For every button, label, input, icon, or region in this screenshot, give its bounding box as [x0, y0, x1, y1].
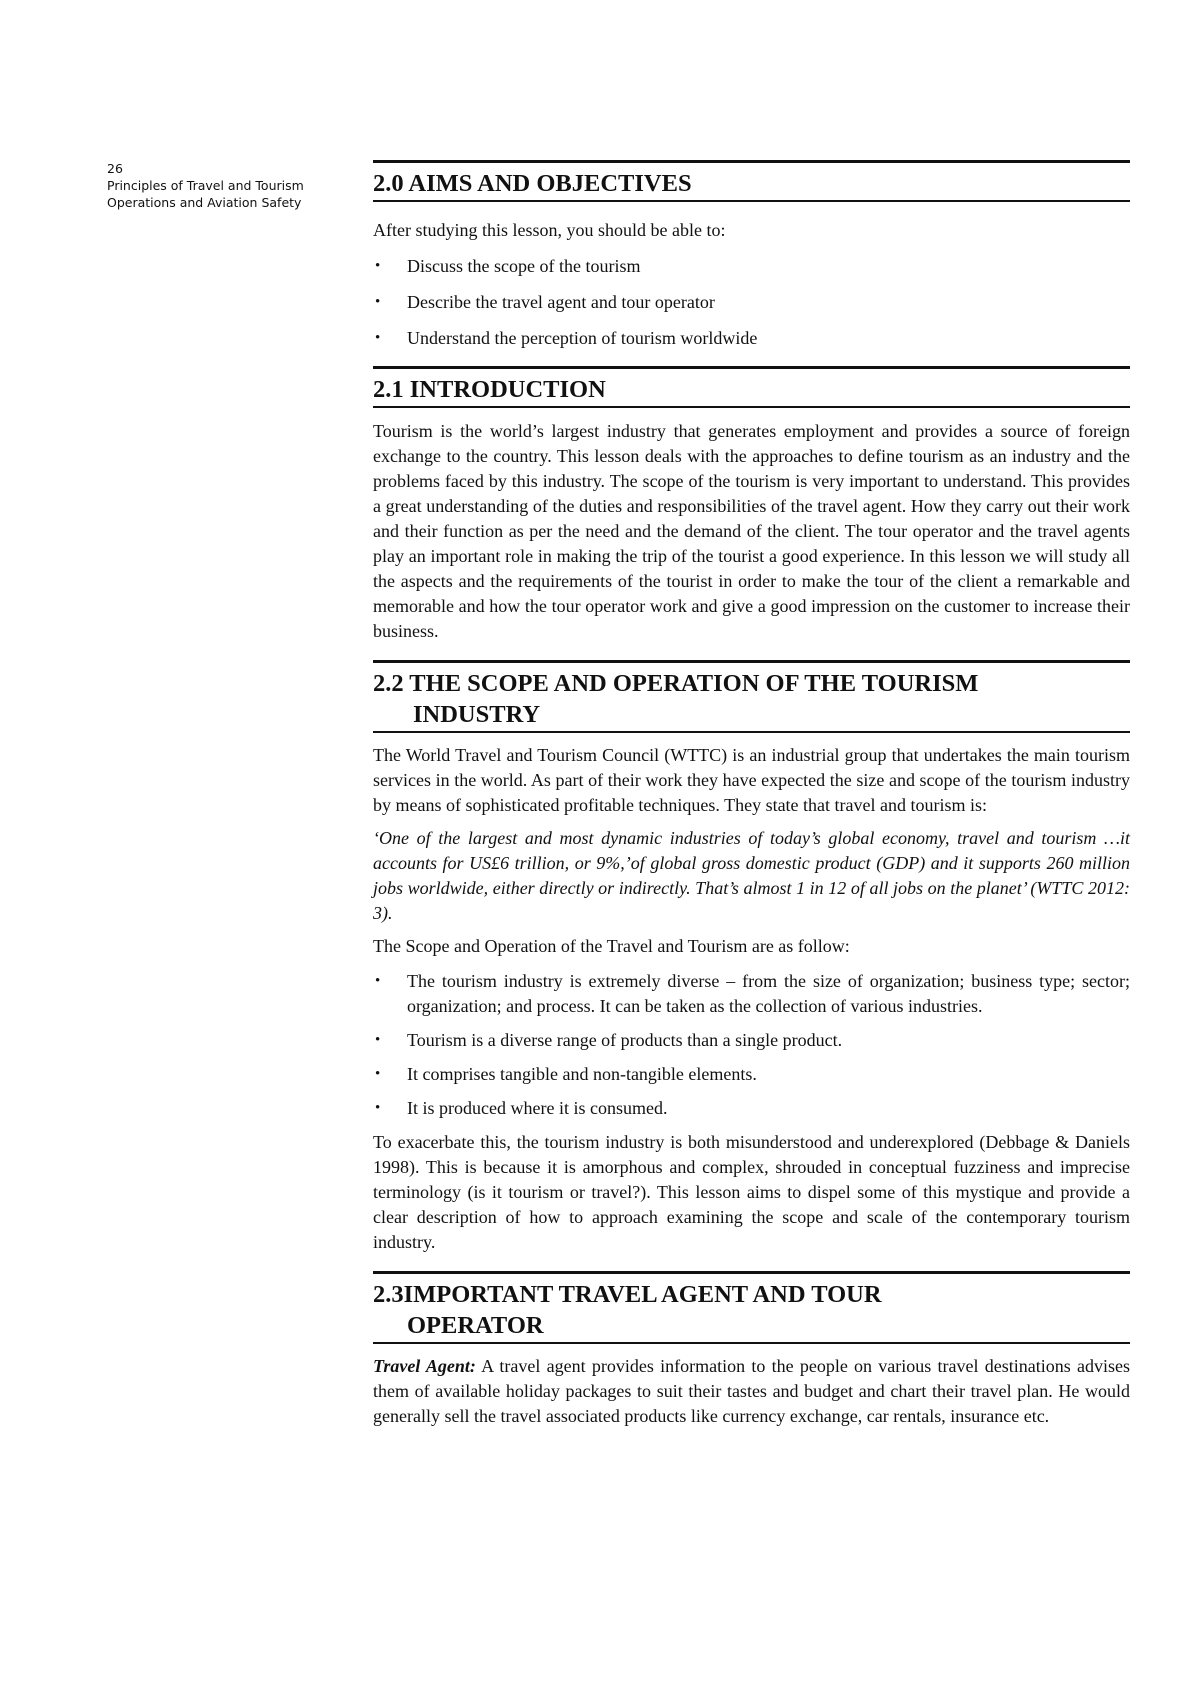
- bullet-icon: •: [375, 330, 381, 346]
- margin-note: [107, 160, 337, 211]
- heading-travel-agent-tour-operator: [373, 1271, 1130, 1344]
- book-title-line-2: Operations and Aviation Safety: [107, 195, 302, 210]
- list-item: • It comprises tangible and non-tangible elements.: [373, 1062, 1130, 1087]
- list-item: • Discuss the scope of the tourism: [373, 254, 1130, 279]
- list-item: • Tourism is a diverse range of products than a single product.: [373, 1028, 1130, 1053]
- travel-agent-paragraph: [373, 1354, 1130, 1429]
- heading-text-line-2: INDUSTRY: [413, 701, 541, 728]
- introduction-paragraph: Tourism is the world’s largest industry that generates employment and provides a source of foreign exchange to the country. This lesson deals with the approaches to define tourism as an industry and the problems faced by this industry. The scope of the tourism is very important to understand. This provides a great understanding of the duties and responsibilities of the travel agent. How they carry out their work and their function as per the need and the demand of the client. The tour operator and the travel agents play an important role in making the trip of the tourist a good experience. In this lesson we will study all the aspects and the requirements of the tourist in order to make the tour of the client a remarkable and memorable and how the tour operator work and give a good impression on the customer to increase their business.: [373, 421, 1130, 641]
- heading-text-line-1: 2.3IMPORTANT TRAVEL AGENT AND TOUR: [373, 1281, 882, 1308]
- bullet-icon: •: [375, 258, 381, 274]
- scope-list: [373, 969, 1130, 1121]
- bullet-icon: •: [375, 294, 381, 310]
- aims-intro: After studying this lesson, you should be able to:: [373, 220, 726, 240]
- book-title-line-1: Principles of Travel and Tourism: [107, 178, 304, 193]
- bullet-icon: •: [375, 973, 381, 989]
- travel-agent-term: Travel Agent:: [373, 1356, 476, 1376]
- main-content: [373, 160, 1130, 1429]
- heading-text-line-2: OPERATOR: [407, 1312, 544, 1339]
- list-item: • The tourism industry is extremely diverse – from the size of organization; business type; sector; organization; and process. It can be taken as the collection of various industries.: [375, 971, 1130, 1016]
- heading-text-line-1: 2.2 THE SCOPE AND OPERATION OF THE TOURISM: [373, 670, 979, 697]
- bullet-icon: •: [375, 1100, 381, 1116]
- bullet-icon: •: [375, 1032, 381, 1048]
- heading-text: 2.0 AIMS AND OBJECTIVES: [373, 170, 692, 197]
- aims-list: [373, 254, 1130, 351]
- travel-agent-text: A travel agent provides information to the people on various travel destinations advises them of available holiday packages to suit their tastes and budget and chart their travel plan. He would generally sell the travel associated products like currency exchange, car rentals, insurance etc.: [373, 1356, 1130, 1426]
- heading-aims-objectives: [373, 160, 1130, 202]
- list-item: • Understand the perception of tourism worldwide: [373, 326, 1130, 351]
- heading-text: 2.1 INTRODUCTION: [373, 376, 606, 403]
- bullet-icon: •: [375, 1066, 381, 1082]
- list-item: • Describe the travel agent and tour operator: [373, 290, 1130, 315]
- scope-intro: The Scope and Operation of the Travel and Tourism are as follow:: [373, 936, 850, 956]
- heading-scope-operation: [373, 660, 1130, 733]
- wttc-paragraph: The World Travel and Tourism Council (WTTC) is an industrial group that undertakes the main tourism services in the world. As part of their work they have expected the size and scope of the tourism industry by means of sophisticated profitable techniques. They state that travel and tourism is:: [373, 745, 1130, 815]
- heading-introduction: [373, 366, 1130, 408]
- list-item: • It is produced where it is consumed.: [373, 1096, 1130, 1121]
- wttc-quote: ‘One of the largest and most dynamic industries of today’s global economy, travel and tourism …it accounts for US£6 trillion, or 9%,’of global gross domestic product (GDP) and it supports 260 million jobs worldwide, either directly or indirectly. That’s almost 1 in 12 of all jobs on the planet’ (WTTC 2012: 3).: [373, 828, 1130, 923]
- exacerbate-paragraph: To exacerbate this, the tourism industry is both misunderstood and underexplored (Debbage & Daniels 1998). This is because it is amorphous and complex, shrouded in conceptual fuzziness and imprecise terminology (is it tourism or travel?). This lesson aims to dispel some of this mystique and provide a clear description of how to approach examining the scope and scale of the contemporary tourism industry.: [373, 1132, 1130, 1252]
- page-number: 26: [107, 161, 123, 176]
